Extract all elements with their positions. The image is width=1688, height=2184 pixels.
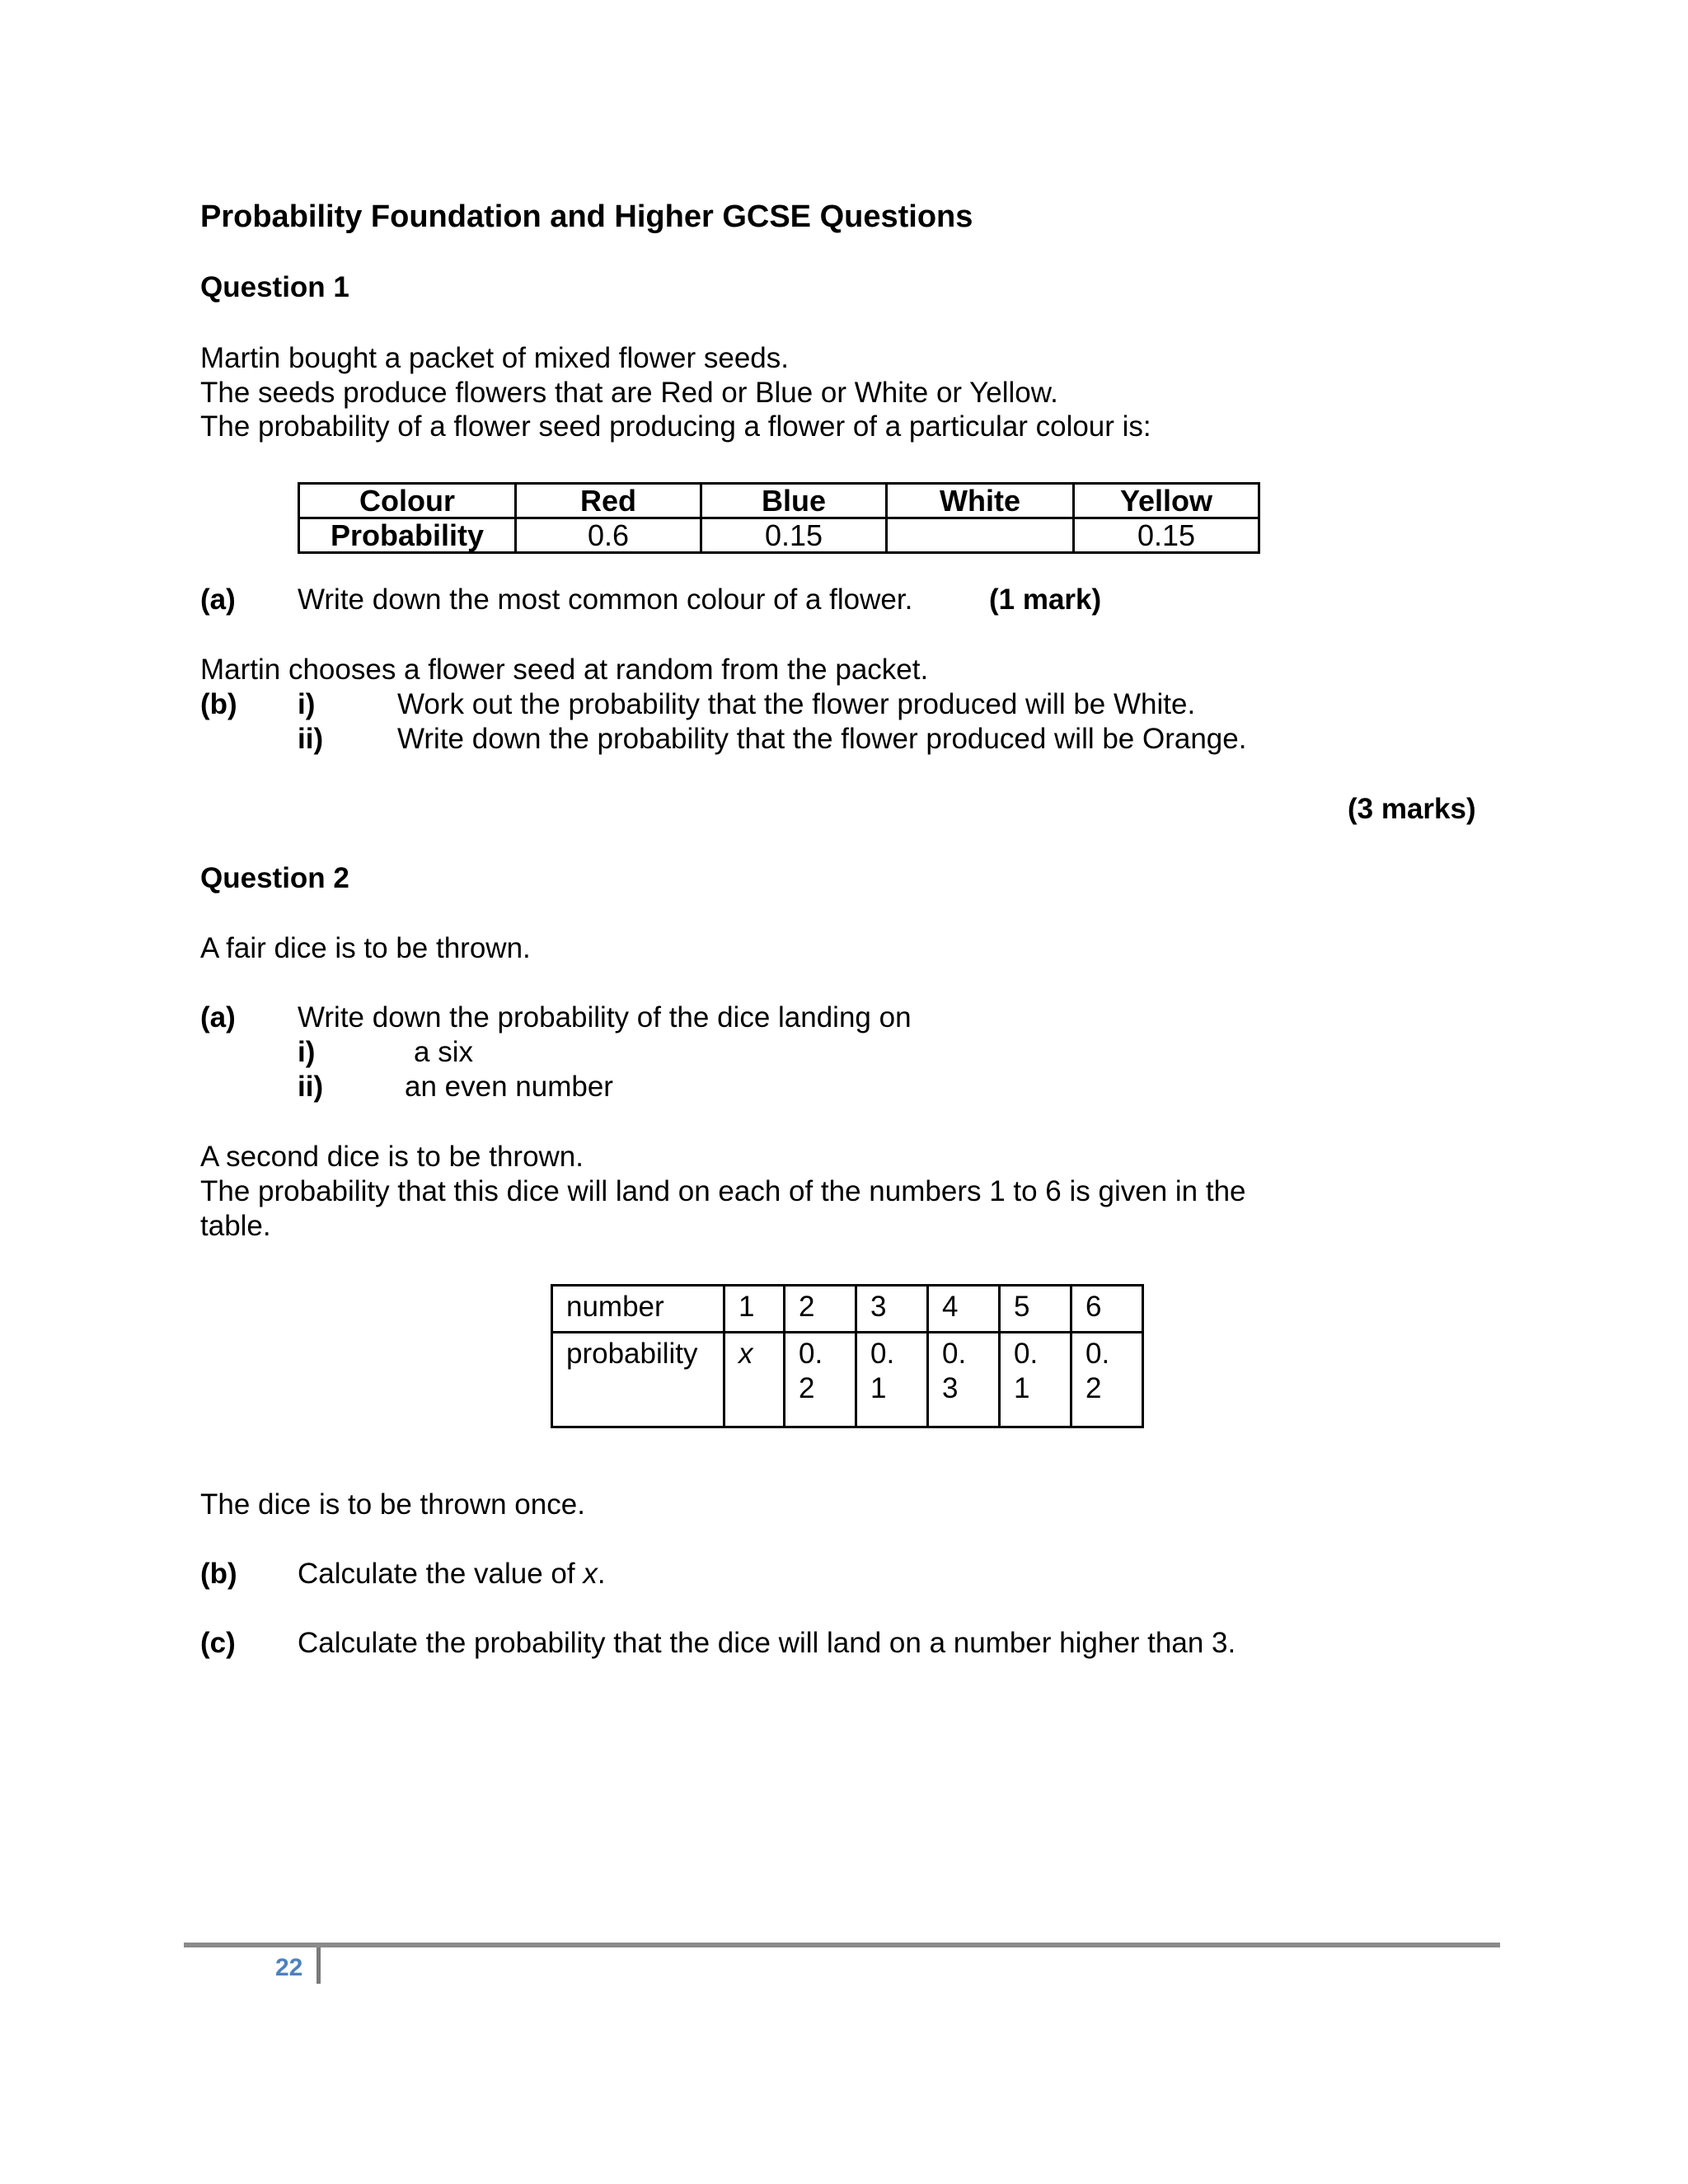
q1-part-b-i-num: i) (298, 688, 316, 720)
table-cell-red-probability: 0.6 (516, 518, 701, 553)
q1-part-b-i-text: Work out the probability that the flower produced will be White. (397, 688, 1196, 720)
table-cell-number-6: 6 (1071, 1286, 1143, 1333)
q2-thrown-once: The dice is to be thrown once. (200, 1488, 585, 1521)
table-row-header (299, 484, 1259, 518)
question-2-heading: Question 2 (200, 862, 349, 894)
q2-part-a-i-num: i) (298, 1036, 316, 1068)
table-cell-number-1: 1 (724, 1286, 785, 1333)
table-cell-probability-label: probability (552, 1333, 724, 1427)
table-cell-probability-4 (928, 1333, 1000, 1427)
table-cell-number-label: number (552, 1286, 724, 1333)
table-cell-white-probability (887, 518, 1074, 553)
table-row-probability (552, 1333, 1143, 1427)
table-cell-number-4: 4 (928, 1286, 1000, 1333)
q1-intro-line-3: The probability of a flower seed producing a flower of a particular colour is: (200, 410, 1151, 443)
table-cell-red-header: Red (516, 484, 701, 518)
probability-value-2: 0.2 (799, 1338, 823, 1404)
q2-part-a-label: (a) (200, 1001, 236, 1033)
q2-part-b-text-pre: Calculate the value of (298, 1558, 584, 1590)
footer-tick (316, 1947, 321, 1984)
q2-second-intro-line-1: A second dice is to be thrown. (200, 1141, 584, 1173)
probability-value-5: 0.1 (1014, 1338, 1039, 1404)
dice-probability-table (551, 1284, 1144, 1428)
q2-part-c-text: Calculate the probability that the dice will land on a number higher than 3. (298, 1627, 1236, 1659)
q1-part-b-marks: (3 marks) (1348, 793, 1476, 825)
q2-part-b-text-post: . (597, 1558, 606, 1590)
table-cell-probability-6 (1071, 1333, 1143, 1427)
table-row-probability (299, 518, 1259, 553)
table-cell-number-5: 5 (1000, 1286, 1071, 1333)
table-cell-blue-header: Blue (701, 484, 887, 518)
table-cell-probability-label: Probability (299, 518, 516, 553)
page-number: 22 (275, 1954, 303, 1981)
q2-part-a-ii-num: ii) (298, 1071, 324, 1103)
q1-choose-text: Martin chooses a flower seed at random from the packet. (200, 654, 929, 686)
table-cell-yellow-header: Yellow (1074, 484, 1259, 518)
table-cell-colour-header: Colour (299, 484, 516, 518)
probability-x-value: x (738, 1338, 753, 1370)
colour-probability-table (298, 482, 1260, 554)
table-cell-blue-probability: 0.15 (701, 518, 887, 553)
table-cell-probability-1 (724, 1333, 785, 1427)
probability-value-3: 0.1 (870, 1338, 895, 1404)
q2-second-intro-line-3: table. (200, 1210, 271, 1242)
q2-second-intro-line-2: The probability that this dice will land on each of the numbers 1 to 6 is given in the (200, 1175, 1246, 1207)
q2-part-a-i-text: a six (414, 1036, 473, 1068)
q2-part-a-text: Write down the probability of the dice landing on (298, 1001, 912, 1033)
page-title: Probability Foundation and Higher GCSE Questions (200, 199, 973, 234)
q1-part-a-marks: (1 mark) (989, 583, 1102, 616)
q1-part-b-ii-num: ii) (298, 723, 324, 755)
table-cell-probability-3 (856, 1333, 928, 1427)
q2-part-b-text (298, 1557, 606, 1591)
table-cell-number-3: 3 (856, 1286, 928, 1333)
table-cell-white-header: White (887, 484, 1074, 518)
table-cell-probability-2 (785, 1333, 856, 1427)
q1-intro-line-2: The seeds produce flowers that are Red or Blue or White or Yellow. (200, 377, 1058, 409)
q1-part-a-text: Write down the most common colour of a flower. (298, 583, 913, 616)
q1-intro-line-1: Martin bought a packet of mixed flower seeds. (200, 342, 789, 374)
q1-part-a-label: (a) (200, 583, 236, 616)
table-cell-probability-5 (1000, 1333, 1071, 1427)
q1-part-b-label: (b) (200, 688, 237, 720)
question-1-heading: Question 1 (200, 271, 349, 303)
q1-part-b-ii-text: Write down the probability that the flower produced will be Orange. (397, 723, 1247, 755)
table-cell-number-2: 2 (785, 1286, 856, 1333)
footer-rule (184, 1943, 1500, 1947)
q2-part-c-label: (c) (200, 1627, 236, 1659)
q2-part-a-ii-text: an even number (405, 1071, 613, 1103)
q2-part-b-variable: x (583, 1558, 598, 1590)
table-row-number (552, 1286, 1143, 1333)
probability-value-4: 0.3 (942, 1338, 967, 1404)
probability-value-6: 0.2 (1085, 1338, 1110, 1404)
q2-intro: A fair dice is to be thrown. (200, 932, 531, 964)
q2-part-b-label: (b) (200, 1558, 237, 1590)
table-cell-yellow-probability: 0.15 (1074, 518, 1259, 553)
